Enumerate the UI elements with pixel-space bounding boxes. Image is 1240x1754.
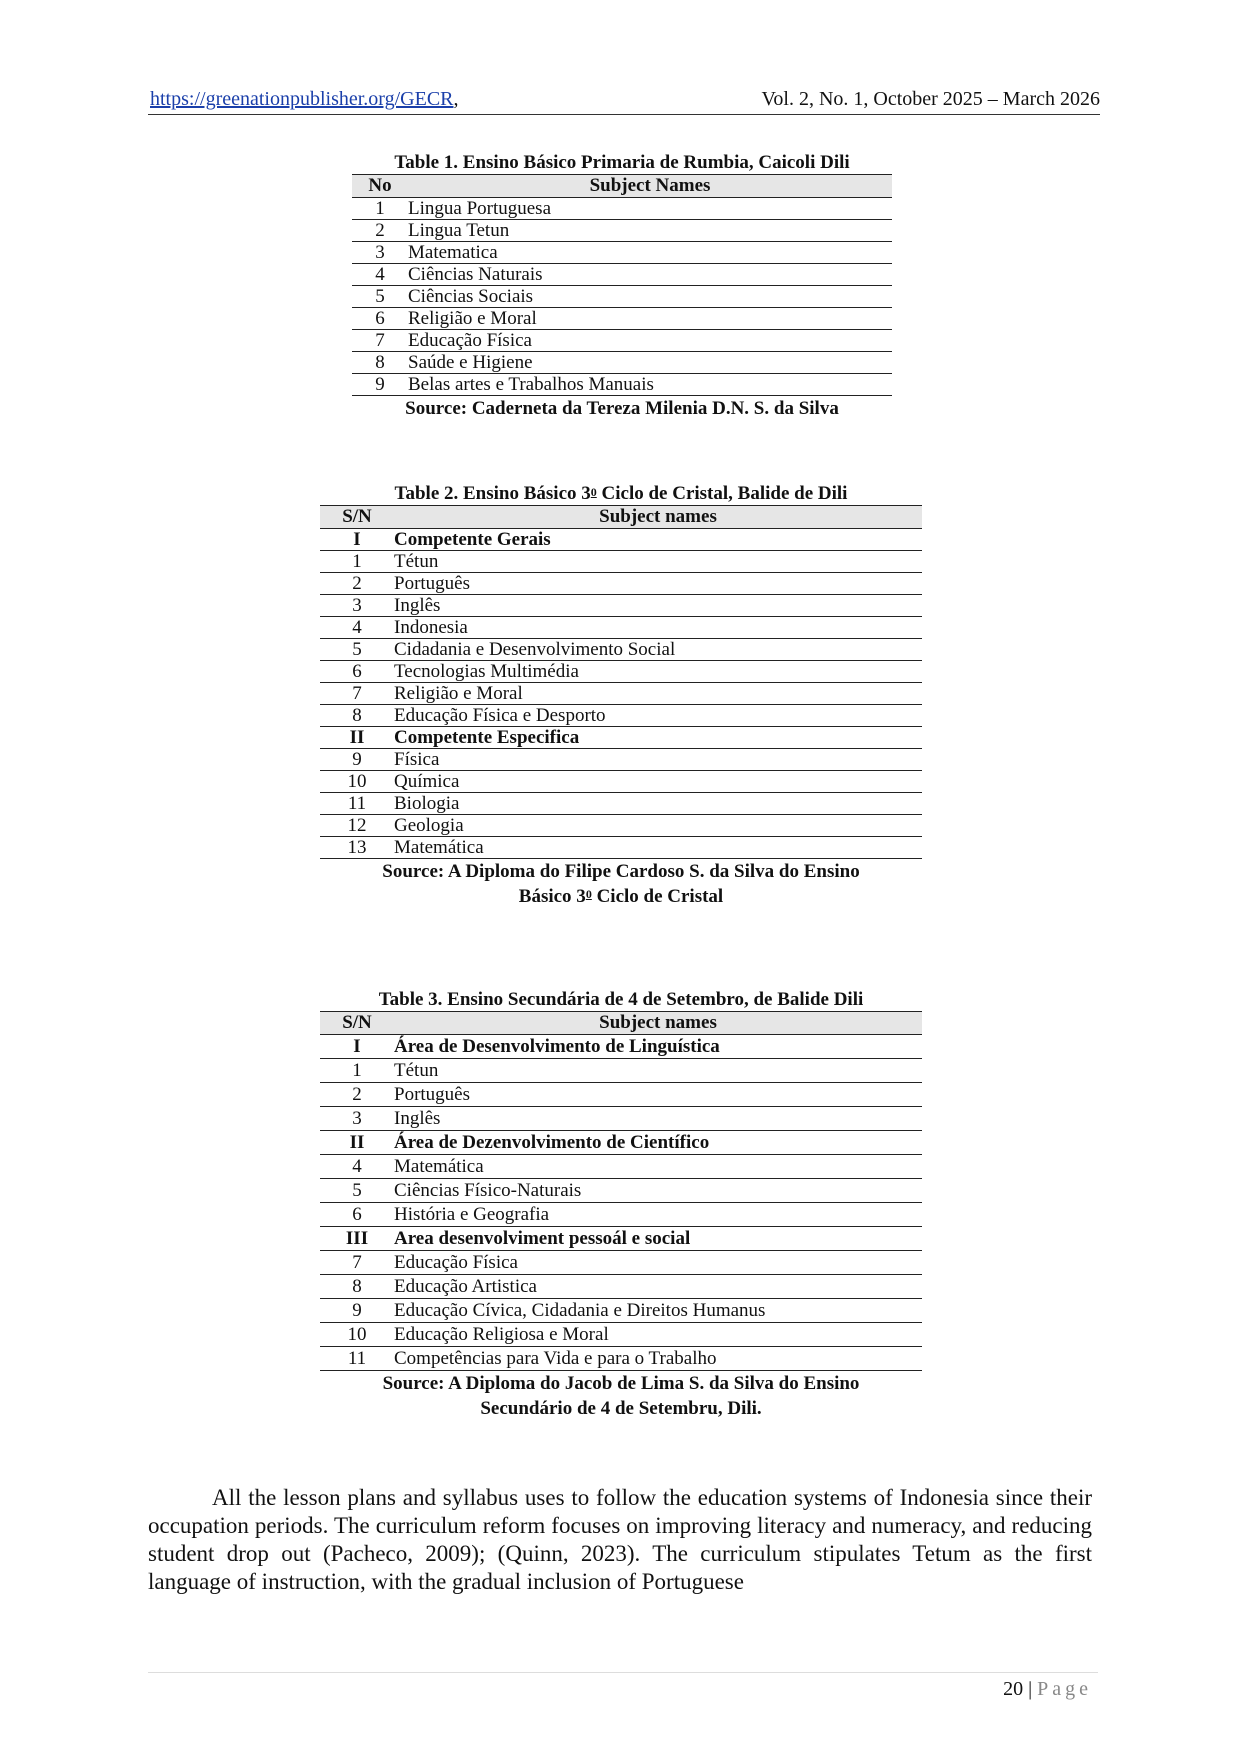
row-number: 4 xyxy=(320,1155,394,1179)
table-row xyxy=(320,1083,922,1107)
row-subject-name: Física xyxy=(394,749,922,771)
table-row xyxy=(352,308,892,330)
row-subject-name: Educação Física xyxy=(408,330,892,352)
table-row xyxy=(320,815,922,837)
row-number: 9 xyxy=(320,749,394,771)
table2-body xyxy=(320,529,922,859)
row-number: 1 xyxy=(320,1059,394,1083)
table-row xyxy=(320,771,922,793)
row-number: 9 xyxy=(352,374,408,396)
table-row xyxy=(320,793,922,815)
table3-caption: Table 3. Ensino Secundária de 4 de Setembro, de Balide Dili xyxy=(378,989,864,1010)
row-number: 7 xyxy=(320,1251,394,1275)
row-number: 9 xyxy=(320,1299,394,1323)
row-subject-name: Indonesia xyxy=(394,617,922,639)
page-footer xyxy=(1003,1678,1092,1701)
table3-body xyxy=(320,1035,922,1371)
row-subject-name: Biologia xyxy=(394,793,922,815)
row-number: 3 xyxy=(352,242,408,264)
row-subject-name: Area desenvolviment pessoál e social xyxy=(394,1227,922,1251)
table-row xyxy=(352,374,892,396)
row-number: 5 xyxy=(352,286,408,308)
table1-block xyxy=(352,152,892,421)
table-row xyxy=(320,727,922,749)
row-number: II xyxy=(320,727,394,749)
row-number: 3 xyxy=(320,595,394,617)
row-subject-name: Belas artes e Trabalhos Manuais xyxy=(408,374,892,396)
row-number: 1 xyxy=(352,198,408,220)
table-row xyxy=(320,683,922,705)
table-row xyxy=(320,1059,922,1083)
table-row xyxy=(320,1203,922,1227)
table2-col-no: S/N xyxy=(320,506,394,529)
row-subject-name: Tecnologias Multimédia xyxy=(394,661,922,683)
row-number: 13 xyxy=(320,837,394,859)
table2-caption-post: Ciclo de Cristal, Balide de Dili xyxy=(596,483,848,504)
table3-source-line1: Source: A Diploma do Jacob de Lima S. da Silva do Ensino xyxy=(382,1373,860,1394)
table-row xyxy=(352,286,892,308)
row-subject-name: Português xyxy=(394,1083,922,1107)
table-row xyxy=(320,1155,922,1179)
row-subject-name: Saúde e Higiene xyxy=(408,352,892,374)
row-number: 2 xyxy=(320,1083,394,1107)
journal-link[interactable]: https://greenationpublisher.org/GECR xyxy=(150,88,454,110)
table3-source-line2: Secundário de 4 de Setembru, Dili. xyxy=(480,1398,762,1419)
row-number: 8 xyxy=(320,705,394,727)
table2-source xyxy=(320,859,922,909)
row-subject-name: Área de Dezenvolvimento de Científico xyxy=(394,1131,922,1155)
row-subject-name: Tétun xyxy=(394,551,922,573)
row-subject-name: Educação Artistica xyxy=(394,1275,922,1299)
table1-source: Source: Caderneta da Tereza Milenia D.N. S. da Silva xyxy=(405,398,839,419)
row-subject-name: Matematica xyxy=(408,242,892,264)
table2 xyxy=(320,505,922,859)
journal-link-wrapper xyxy=(150,88,459,111)
row-number: 12 xyxy=(320,815,394,837)
table-row xyxy=(352,242,892,264)
page-word: Page xyxy=(1037,1678,1092,1700)
table2-caption-pre: Table 2. Ensino Básico 3 xyxy=(394,483,591,504)
table2-col-subject: Subject names xyxy=(394,506,922,529)
page-number: 20 xyxy=(1003,1678,1024,1700)
row-number: 8 xyxy=(352,352,408,374)
table3-col-subject: Subject names xyxy=(394,1012,922,1035)
row-subject-name: Inglês xyxy=(394,595,922,617)
row-number: III xyxy=(320,1227,394,1251)
row-number: II xyxy=(320,1131,394,1155)
row-subject-name: Educação Física e Desporto xyxy=(394,705,922,727)
table-row xyxy=(352,198,892,220)
row-number: I xyxy=(320,1035,394,1059)
table-row xyxy=(320,1035,922,1059)
table-row xyxy=(320,661,922,683)
row-subject-name: História e Geografia xyxy=(394,1203,922,1227)
row-subject-name: Lingua Portuguesa xyxy=(408,198,892,220)
row-number: 6 xyxy=(320,661,394,683)
row-subject-name: Inglês xyxy=(394,1107,922,1131)
table-row xyxy=(320,639,922,661)
table1-header-row xyxy=(352,175,892,198)
row-subject-name: Tétun xyxy=(394,1059,922,1083)
row-number: 5 xyxy=(320,1179,394,1203)
row-subject-name: Educação Religiosa e Moral xyxy=(394,1323,922,1347)
row-number: 7 xyxy=(320,683,394,705)
row-subject-name: Área de Desenvolvimento de Linguística xyxy=(394,1035,922,1059)
table-row xyxy=(320,1299,922,1323)
table2-source-line2 xyxy=(320,884,922,909)
table1-col-subject: Subject Names xyxy=(408,175,892,198)
table3 xyxy=(320,1011,922,1371)
table-row xyxy=(320,1347,922,1371)
row-subject-name: Lingua Tetun xyxy=(408,220,892,242)
table1-col-no: No xyxy=(352,175,408,198)
table2-block xyxy=(320,483,922,909)
table-row xyxy=(320,551,922,573)
row-subject-name: Religião e Moral xyxy=(408,308,892,330)
row-number: 10 xyxy=(320,771,394,793)
table-row xyxy=(352,330,892,352)
table-row xyxy=(352,352,892,374)
row-number: 2 xyxy=(352,220,408,242)
table-row xyxy=(320,749,922,771)
table-row xyxy=(320,1251,922,1275)
row-subject-name: Educação Cívica, Cidadania e Direitos Humanus xyxy=(394,1299,922,1323)
table2-header-row xyxy=(320,506,922,529)
table1-body xyxy=(352,198,892,396)
row-number: 11 xyxy=(320,793,394,815)
table-row xyxy=(320,837,922,859)
row-number: 6 xyxy=(320,1203,394,1227)
table2-caption-sup: 0 xyxy=(590,485,597,499)
table1 xyxy=(352,174,892,396)
row-number: 10 xyxy=(320,1323,394,1347)
table-row xyxy=(352,220,892,242)
footer-divider xyxy=(148,1672,1098,1673)
table-row xyxy=(352,264,892,286)
table2-caption xyxy=(320,483,922,505)
table-row xyxy=(320,1323,922,1347)
row-number: 4 xyxy=(352,264,408,286)
table3-block xyxy=(320,989,922,1421)
row-number: 8 xyxy=(320,1275,394,1299)
page-header xyxy=(148,88,1100,115)
row-subject-name: Ciências Sociais xyxy=(408,286,892,308)
table3-header-row xyxy=(320,1012,922,1035)
table2-source-line1: Source: A Diploma do Filipe Cardoso S. da Silva do Ensino xyxy=(382,861,860,882)
table-row xyxy=(320,595,922,617)
table-row xyxy=(320,1131,922,1155)
body-paragraph xyxy=(148,1484,1092,1596)
volume-info: Vol. 2, No. 1, October 2025 – March 2026 xyxy=(761,88,1100,110)
table2-source-pre: Básico 3 xyxy=(518,886,586,907)
link-suffix: , xyxy=(453,88,459,110)
row-number: 3 xyxy=(320,1107,394,1131)
row-subject-name: Ciências Físico-Naturais xyxy=(394,1179,922,1203)
row-subject-name: Religião e Moral xyxy=(394,683,922,705)
table2-source-post: Ciclo de Cristal xyxy=(591,886,724,907)
table-row xyxy=(320,1107,922,1131)
footer-separator: | xyxy=(1028,1678,1033,1700)
table-row xyxy=(320,1275,922,1299)
row-number: 6 xyxy=(352,308,408,330)
row-subject-name: Matemática xyxy=(394,837,922,859)
table3-col-no: S/N xyxy=(320,1012,394,1035)
row-subject-name: Matemática xyxy=(394,1155,922,1179)
table3-source xyxy=(320,1371,922,1421)
row-subject-name: Educação Física xyxy=(394,1251,922,1275)
row-subject-name: Competências para Vida e para o Trabalho xyxy=(394,1347,922,1371)
table-row xyxy=(320,617,922,639)
table2-source-sup: 0 xyxy=(585,887,592,901)
row-number: 2 xyxy=(320,573,394,595)
table-row xyxy=(320,529,922,551)
row-subject-name: Ciências Naturais xyxy=(408,264,892,286)
row-number: 1 xyxy=(320,551,394,573)
row-number: 7 xyxy=(352,330,408,352)
table-row xyxy=(320,705,922,727)
table-row xyxy=(320,573,922,595)
table-row xyxy=(320,1227,922,1251)
table-row xyxy=(320,1179,922,1203)
row-subject-name: Geologia xyxy=(394,815,922,837)
row-subject-name: Cidadania e Desenvolvimento Social xyxy=(394,639,922,661)
row-number: 4 xyxy=(320,617,394,639)
row-subject-name: Português xyxy=(394,573,922,595)
paragraph-text: All the lesson plans and syllabus uses to follow the education systems of Indonesia since their occupation periods. The curriculum reform focuses on improving literacy and numeracy, and reducing student drop out (Pacheco, 2009); (Quinn, 2023). The curriculum stipulates Tetum as the first language of instruction, with the gradual inclusion of Portuguese xyxy=(148,1485,1092,1594)
row-subject-name: Química xyxy=(394,771,922,793)
row-number: 11 xyxy=(320,1347,394,1371)
row-number: I xyxy=(320,529,394,551)
row-subject-name: Competente Gerais xyxy=(394,529,922,551)
row-number: 5 xyxy=(320,639,394,661)
table1-caption: Table 1. Ensino Básico Primaria de Rumbia, Caicoli Dili xyxy=(394,152,850,173)
row-subject-name: Competente Especifica xyxy=(394,727,922,749)
